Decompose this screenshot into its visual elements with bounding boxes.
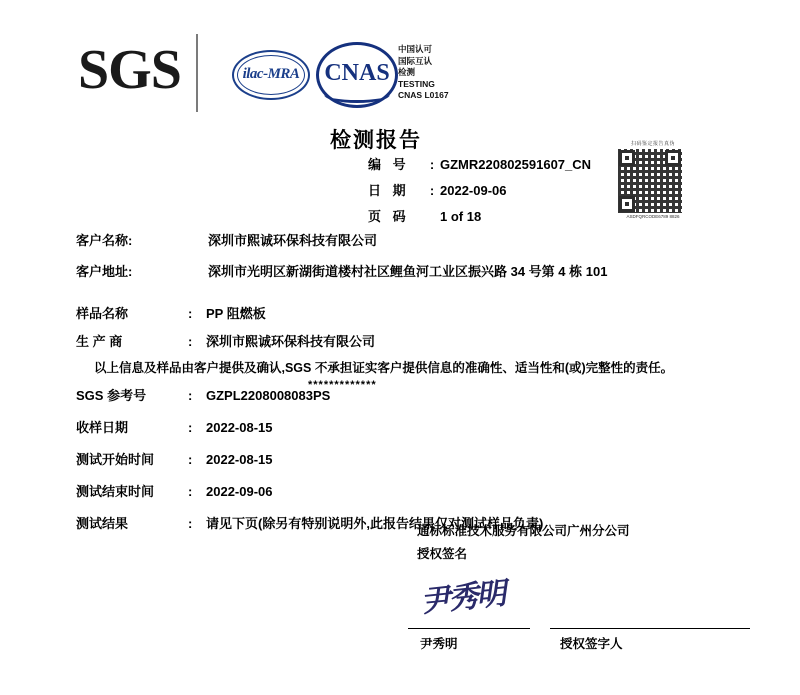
client-name-label: 客户名称: xyxy=(76,233,133,248)
meta-value-page: 1 of 18 xyxy=(440,209,482,224)
meta-label-page: 页 码 xyxy=(368,209,410,224)
signature-block xyxy=(417,521,757,567)
ref-label-received-date: 收样日期 xyxy=(76,420,129,435)
qr-finder-bottom-left xyxy=(619,196,635,212)
meta-label-number: 编 号 xyxy=(368,157,410,172)
ref-value-test-start: 2022-08-15 xyxy=(206,452,273,467)
ref-row-test-start xyxy=(76,449,776,468)
ref-row-test-end xyxy=(76,481,776,500)
qr-finder-top-right xyxy=(665,150,681,166)
sample-name-colon: : xyxy=(188,306,193,321)
ref-value-test-end: 2022-09-06 xyxy=(206,484,273,499)
signature-rules xyxy=(408,628,748,629)
meta-colon-number: : xyxy=(429,157,435,172)
separator-asterisks: ************* xyxy=(308,379,377,391)
signing-company: 通标标准技术服务有限公司广州分公司 xyxy=(417,524,630,538)
signature-rule-right xyxy=(550,628,750,629)
ref-colon-test-start: : xyxy=(188,452,193,467)
handwritten-signature: 尹秀明 xyxy=(419,577,506,619)
signer-role: 授权签字人 xyxy=(560,637,623,651)
authorized-signature-label: 授权签名 xyxy=(417,547,468,561)
report-meta xyxy=(368,154,628,232)
cnas-swoosh xyxy=(324,86,390,103)
client-address-value: 深圳市光明区新湖街道楼村社区鲤鱼河工业区振兴路 34 号第 4 栋 101 xyxy=(208,264,608,279)
client-address-label: 客户地址: xyxy=(76,264,133,279)
ref-label-test-result: 测试结果 xyxy=(76,516,129,531)
ref-value-sgs-number: GZPL2208008083PS xyxy=(206,388,331,403)
sample-name-label: 样品名称 xyxy=(76,306,129,321)
sample-name-row xyxy=(76,303,756,322)
qr-code-block[interactable] xyxy=(618,140,688,220)
cnas-accreditation-text xyxy=(398,44,478,102)
ref-row-sgs-number xyxy=(76,385,776,404)
cnas-text-line-1: 中国认可 xyxy=(398,44,433,54)
cnas-text-line-2: 国际互认 xyxy=(398,55,433,66)
ilac-label: ilac-MRA xyxy=(242,66,300,82)
cnas-icon xyxy=(316,42,398,108)
client-info xyxy=(76,230,736,292)
logo-divider xyxy=(196,34,198,112)
ref-label-sgs-number: SGS 参考号 xyxy=(76,388,147,403)
ref-row-received-date xyxy=(76,417,776,436)
sample-info xyxy=(76,303,756,391)
sample-name-value: PP 阻燃板 xyxy=(206,306,266,321)
cnas-label: CNAS xyxy=(324,60,390,86)
meta-row-date xyxy=(368,180,628,199)
meta-value-number: GZMR220802591607_CN xyxy=(440,157,592,172)
cnas-text-line-3: 检测 xyxy=(398,67,416,77)
page-title: 检测报告 xyxy=(330,129,422,152)
ref-colon-sgs-number: : xyxy=(188,388,193,403)
meta-label-date: 日 期 xyxy=(368,183,410,198)
manufacturer-row xyxy=(76,331,756,350)
manufacturer-value: 深圳市熙诚环保科技有限公司 xyxy=(206,334,376,349)
ref-colon-test-end: : xyxy=(188,484,193,499)
cnas-text-line-5: CNAS L0167 xyxy=(398,90,449,100)
signer-name: 尹秀明 xyxy=(420,637,458,651)
qr-finder-top-left xyxy=(619,150,635,166)
sgs-logo: SGS xyxy=(78,39,181,101)
signature-rule-left xyxy=(408,628,530,629)
manufacturer-label: 生 产 商 xyxy=(76,334,123,349)
meta-row-page xyxy=(368,206,628,225)
sample-disclaimer: 以上信息及样品由客户提供及确认,SGS 不承担证实客户提供信息的准确性、适当性和(或)完整性的责任。 xyxy=(94,361,674,375)
client-name-value: 深圳市熙诚环保科技有限公司 xyxy=(208,233,378,248)
meta-colon-date: : xyxy=(429,183,435,198)
ref-label-test-end: 测试结束时间 xyxy=(76,484,155,499)
client-address-row xyxy=(76,261,736,280)
qr-sub-caption: ASDFQRCODE6789 8826 xyxy=(626,214,680,219)
ilac-mra-icon xyxy=(232,50,310,100)
ref-colon-test-result: : xyxy=(188,516,193,531)
qr-code-icon[interactable] xyxy=(618,149,682,213)
ref-value-test-result: 请见下页(除另有特别说明外,此报告结果仅对测试样品负责) xyxy=(206,516,544,531)
ref-label-test-start: 测试开始时间 xyxy=(76,452,155,467)
meta-row-number xyxy=(368,154,628,173)
ref-value-received-date: 2022-08-15 xyxy=(206,420,273,435)
manufacturer-colon: : xyxy=(188,334,193,349)
cnas-text-line-4: TESTING xyxy=(398,78,435,89)
qr-caption: 扫码鉴定报告真伪 xyxy=(630,141,675,147)
meta-value-date: 2022-09-06 xyxy=(440,183,507,198)
client-name-row xyxy=(76,230,736,249)
ref-colon-received-date: : xyxy=(188,420,193,435)
report-header xyxy=(0,18,800,113)
